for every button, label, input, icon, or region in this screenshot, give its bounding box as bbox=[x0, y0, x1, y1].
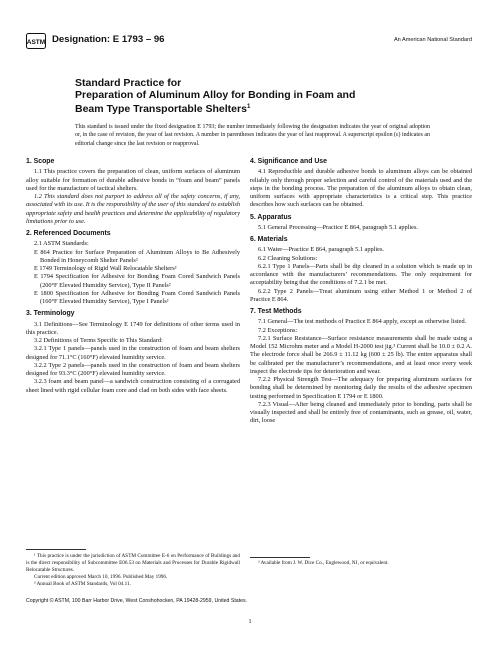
footnote-1: ¹ This practice is under the jurisdiction of ASTM Committee E-6 on Performance of Buildings and is the direct responsibility of Subcommittee E06.53 on Materials and Processes for Durable Rigidwall Relocatable Structures. bbox=[26, 553, 240, 573]
title-line-2: Preparation of Aluminum Alloy for Bonding in Foam and bbox=[75, 89, 356, 101]
section-heading-test-methods: 7. Test Methods bbox=[250, 308, 302, 315]
para-2-1: 2.1 ASTM Standards: bbox=[34, 240, 89, 248]
reference-e1800: E 1800 Specification for Adhesive for Bonding Foam Cored Sandwich Panels (160°F Elevated Humidity Service), Type I Panels² bbox=[34, 289, 240, 305]
page-number: 1 bbox=[248, 618, 252, 625]
standard-note: This standard is issued under the fixed designation E 1793; the number immediately following the designation indicates the year of original adoption or, in the case of revision, the year of last revision. A number in parentheses indicates the year of last reapproval. A superscript epsilon (ε) indicates an editorial change since the last revision or reapproval. bbox=[75, 124, 430, 147]
title-line-1: Standard Practice for bbox=[75, 77, 182, 89]
para-3-2: 3.2 Definitions of Terms Specific to This Standard: bbox=[34, 337, 163, 344]
para-5-1: 5.1 General Processing—Practice E 864, paragraph 5.1 applies. bbox=[258, 223, 418, 231]
para-1-1: 1.1 This practice covers the preparation of clean, uniform surfaces of aluminum alloy suitable for formation of durable adhesive bonds in “foam and beam” panels used for the manufacture of tactical shelters. bbox=[26, 168, 240, 192]
right-column bbox=[250, 158, 472, 426]
footnote-2: ² Annual Book of ASTM Standards, Vol 04.11. bbox=[34, 580, 131, 587]
copyright-line: Copyright © ASTM, 100 Barr Harbor Drive, West Conshohocken, PA 19428-2959, United States. bbox=[26, 598, 248, 604]
para-3-2-3: 3.2.3 foam and beam panel—a sandwich construction consisting of a corrugated sheet lined with rigid cellular foam core and clad on both sides with face sheets. bbox=[26, 378, 240, 394]
footnote-1-edition: Current edition approved March 10, 1996. Published May 1996. bbox=[34, 573, 168, 580]
para-7-2-3: 7.2.3 Visual—After being cleaned and immediately prior to bonding, parts shall be visually inspected and shall be entirely free of contaminants, such as grease, oil, water, dirt, loose bbox=[250, 400, 472, 425]
para-7-2: 7.2 Exceptions: bbox=[258, 326, 298, 334]
svg-text:ASTM: ASTM bbox=[26, 39, 46, 46]
document-title bbox=[75, 77, 435, 115]
para-6-2: 6.2 Cleaning Solutions: bbox=[258, 254, 318, 262]
footnote-3: ³ Available from J. W. Dice Co., Englewood, NJ, or equivalent. bbox=[258, 560, 389, 566]
astm-logo bbox=[26, 33, 46, 49]
section-heading-terminology: 3. Terminology bbox=[26, 310, 75, 318]
title-footnote-mark: 1 bbox=[246, 104, 251, 110]
para-6-2-1: 6.2.1 Type 1 Panels—Parts shall be dip cleaned in a solution which is made up in accordance with the manufacturers’ recommendations. The only requirement for acceptability being that the conditions of 7.2.1 be met. bbox=[250, 262, 472, 287]
designation: Designation: E 1793 – 96 bbox=[52, 34, 165, 45]
reference-e1794: E 1794 Specification for Adhesive for Bonding Foam Cored Sandwich Panels (200°F Elevated Humidity Service), Type II Panels² bbox=[34, 273, 240, 289]
para-3-2-1: 3.2.1 Type 1 panels—panels used in the construction of foam and beam shelters designed for 71.1°C (160°F) elevated humidity service. bbox=[26, 345, 240, 361]
title-line-3: Beam Type Transportable Shelters$^1$ bbox=[75, 103, 251, 115]
para-7-2-2: 7.2.2 Physical Strength Test—The adequacy for preparing aluminum surfaces for bonding shall be determined by monitoring daily the results of the adhesive specimen testing performed in Specification E 1794 or E 1800. bbox=[250, 376, 472, 400]
footnote-rule-right bbox=[250, 557, 310, 558]
para-3-1: 3.1 Definitions—See Terminology E 1749 for definitions of other terms used in this practice. bbox=[26, 320, 240, 336]
section-heading-apparatus: 5. Apparatus bbox=[250, 213, 292, 221]
section-heading-scope: 1. Scope bbox=[26, 158, 55, 165]
para-3-2-2: 3.2.2 Type 2 panels—panels used in the construction of foam and beam shelters designed for 93.3°C (200°F) elevated humidity service. bbox=[26, 361, 240, 377]
footnote-rule-left bbox=[26, 549, 86, 550]
section-heading-significance: 4. Significance and Use bbox=[250, 158, 327, 165]
section-heading-materials: 6. Materials bbox=[250, 236, 288, 243]
para-7-2-1: 7.2.1 Surface Resistance—Surface resistance measurements shall be made using a Model 152 Microhm meter and a Model H-2000 test jig.³ Current shall be 10.0 ± 0.2 A. The electrode force shall be 266.9 ± 11.12 kg (600 ± 25 lb). The entire apparatus shall be calibrated per the manufacturer’s recommendations, and at least once every week inspect the electrode tips for deterioration and wear. bbox=[250, 334, 472, 375]
para-7-1: 7.1 General—The test methods of Practice E 864 apply, except as otherwise listed. bbox=[258, 318, 467, 326]
reference-e1749: E 1749 Terminology of Rigid Wall Relocatable Shelters² bbox=[34, 265, 177, 272]
publisher-note: An American National Standard bbox=[393, 37, 472, 43]
para-4-1: 4.1 Reproducible and durable adhesive bonds to aluminum alloys can be obtained reliably only through proper selection and careful control of the materials used and the steps in the bonding process. The preparation of the aluminum alloys to obtain clean, uniform surfaces with appropriate characteristics is a critical step. This practice describes how such surfaces can be obtained. bbox=[250, 168, 472, 209]
footnotes-left bbox=[26, 553, 240, 588]
reference-e864: E 864 Practice for Surface Preparation of Aluminum Alloys to Be Adhesively Bonded in Honeycomb Shelter Panels² bbox=[34, 248, 240, 264]
left-column bbox=[26, 158, 240, 395]
para-1-2: 1.2 This standard does not purport to address all of the safety concerns, if any, associated with its use. It is the responsibility of the user of this standard to establish appropriate safety and health practices and determine the applicability of regulatory limitations prior to use. bbox=[26, 193, 240, 225]
section-heading-referenced-documents: 2. Referenced Documents bbox=[26, 230, 111, 237]
para-6-2-2: 6.2.2 Type 2 Panels—Treat aluminum using either Method 1 or Method 2 of Practice E 864. bbox=[250, 287, 472, 303]
para-6-1: 6.1 Water—Practice E 864, paragraph 5.1 applies. bbox=[258, 246, 384, 254]
